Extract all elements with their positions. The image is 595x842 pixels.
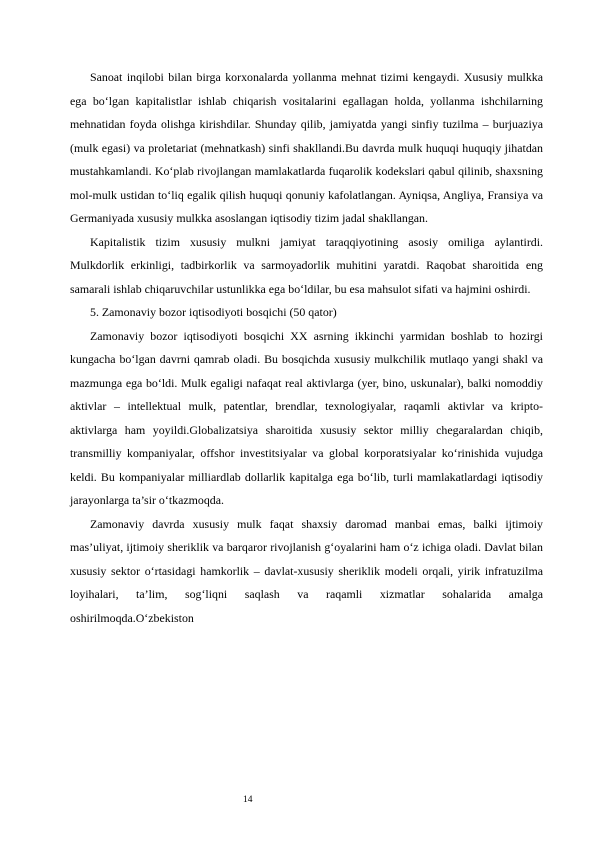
body-text [70, 66, 543, 630]
section-heading: 5. Zamonaviy bozor iqtisodiyoti bosqichi (50 qator) [90, 305, 337, 319]
paragraph-modern-market-stage: Zamonaviy bozor iqtisodiyoti bosqichi XX asrning ikkinchi yarmidan boshlab to hozirgi kungacha bo‘lgan davrni qamrab oladi. Bu bosqichda xususiy mulkchilik mutlaqo yangi shakl va mazmunga ega bo‘ldi. Mulk egaligi nafaqat real aktivlarga (yer, bino, uskunalar), balki nomoddiy aktivlar – intellektual mulk, patentlar, brendlar, texnologiyalar, raqamli aktivlar va kripto-aktivlarga ham yoyildi.Globalizatsiya sharoitida xususiy sektor milliy chegaralardan chiqib, transmilliy kompaniyalar, offshor investitsiyalar va global korporatsiyalar ko‘rinishida vujudga keldi. Bu kompaniyalar milliardlab dollarlik kapitalga ega bo‘lib, turli mamlakatlardagi iqtisodiy jarayonlarga ta’sir o‘tkazmoqda. [70, 328, 543, 507]
paragraph-modern-private-property: Zamonaviy davrda xususiy mulk faqat shaxsiy daromad manbai emas, balki ijtimoiy mas’uliyat, ijtimoiy sheriklik va barqaror rivojlanish g‘oyalarini ham o‘z ichiga oladi. Davlat bilan xususiy sektor o‘rtasidagi hamkorlik – davlat-xususiy sheriklik modeli orqali, yirik infratuzilma loyihalari, ta’lim, sog‘liqni saqlash va raqamli xizmatlar sohalarida amalga oshirilmoqda.O‘zbekiston [70, 516, 543, 625]
page-number: 14 [243, 795, 253, 805]
paragraph-industrial-revolution: Sanoat inqilobi bilan birga korxonalarda yollanma mehnat tizimi kengaydi. Xususiy mulkka ega bo‘lgan kapitalistlar ishlab chiqarish vositalarini egallagan holda, yollanma ishchilarning mehnatidan foyda olishga kirishdilar. Shunday qilib, jamiyatda yangi sinfiy tuzilma – burjuaziya (mulk egasi) va proletariat (mehnatkash) sinfi shakllandi.Bu davrda mulk huquqi huquqiy jihatdan mustahkamlandi. Ko‘plab rivojlangan mamlakatlarda fuqarolik kodekslari qabul qilinib, shaxsning mol-mulk ustidan to‘liq egalik qilish huquqi qonuniy kafolatlangan. Ayniqsa, Angliya, Fransiya va Germaniyada xususiy mulkka asoslangan iqtisodiy tizim jadal shakllangan. [70, 70, 543, 225]
paragraph-capitalist-system: Kapitalistik tizim xususiy mulkni jamiyat taraqqiyotining asosiy omiliga aylantirdi. Mulkdorlik erkinligi, tadbirkorlik va sarmoyadorlik muhitini yaratdi. Raqobat sharoitida eng samarali ishlab chiqaruvchilar ustunlikka ega bo‘ldilar, bu esa mahsulot sifati va hajmini oshirdi. [70, 234, 543, 296]
